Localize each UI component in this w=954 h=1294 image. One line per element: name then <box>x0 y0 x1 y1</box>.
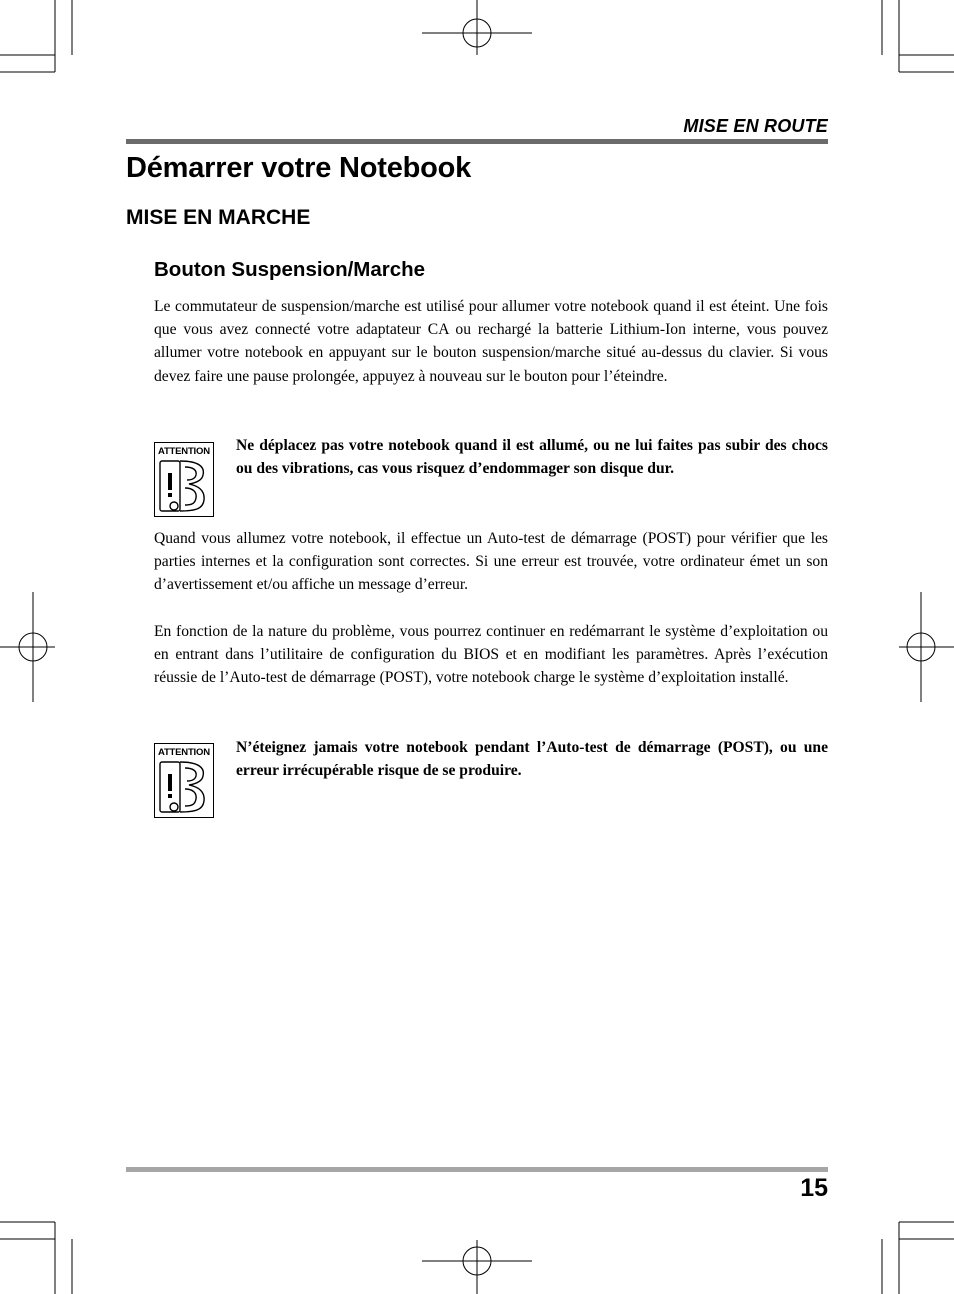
paragraph-post: Quand vous allumez votre notebook, il effectue un Auto-test de démarrage (POST) pour vérifier que les parties internes et la configuration sont correctes. Si une erreur est trouvée, votre ordinateur émet un son d’avertissement et/ou affiche un message d’erreur. <box>154 530 828 594</box>
subsection-title: Bouton Suspension/Marche <box>154 258 426 281</box>
attention-icon <box>155 758 213 816</box>
attention-label: ATTENTION <box>158 747 210 758</box>
footer-rule <box>126 1167 828 1172</box>
attention-box <box>154 442 214 517</box>
header-rule <box>126 139 828 144</box>
attention-label: ATTENTION <box>158 446 210 457</box>
page-number: 15 <box>800 1174 828 1202</box>
warning-text: N’éteignez jamais votre notebook pendant l’Auto-test de démarrage (POST), ou une erreur irrécupérable risque de se produire. <box>236 739 828 780</box>
warning-text: Ne déplacez pas votre notebook quand il est allumé, ou ne lui faites pas subir des chocs ou des vibrations, cas vous risquez d’endommager son disque dur. <box>236 437 828 478</box>
running-header: MISE EN ROUTE <box>683 116 828 136</box>
attention-box <box>154 743 214 818</box>
section-title: MISE EN MARCHE <box>126 206 311 229</box>
paragraph-error-handling: En fonction de la nature du problème, vous pourrez continuer en redémarrant le système d’exploitation ou en entrant dans l’utilitaire de configuration du BIOS et en modifiant les paramètres. Après l’exécution réussie de l’Auto-test de démarrage (POST), votre notebook charge le système d’exploitation installé. <box>154 623 828 687</box>
attention-icon <box>155 457 213 515</box>
paragraph-power-button: Le commutateur de suspension/marche est utilisé pour allumer votre notebook quand il est éteint. Une fois que vous avez connecté votre adaptateur CA ou rechargé la batterie Lithium-Ion interne, vous pouvez allumer votre notebook en appuyant sur le bouton suspension/marche situé au-dessus du clavier. Si vous devez faire une pause prolongée, appuyez à nouveau sur le bouton pour l’éteindre. <box>154 298 828 385</box>
page-title: Démarrer votre Notebook <box>126 152 472 184</box>
